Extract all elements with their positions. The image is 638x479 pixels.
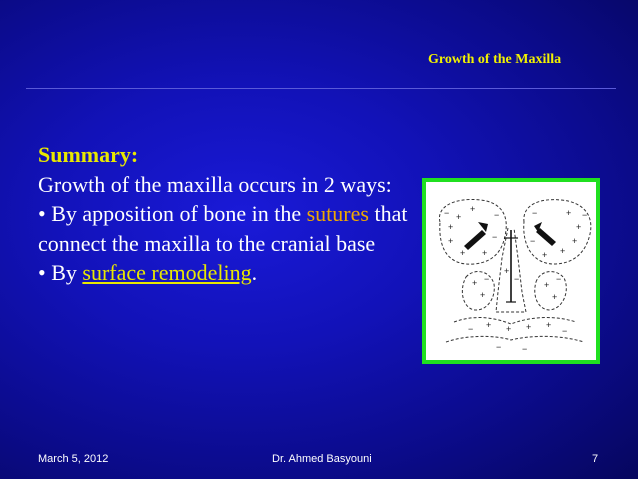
- svg-text:+: +: [542, 250, 548, 260]
- svg-text:−: −: [484, 274, 490, 284]
- svg-text:+: +: [448, 236, 454, 246]
- svg-text:−: −: [522, 344, 528, 354]
- svg-text:−: −: [496, 342, 502, 352]
- maxilla-remodeling-diagram-icon: [426, 182, 596, 360]
- svg-text:−: −: [562, 326, 568, 336]
- svg-text:+: +: [576, 222, 582, 232]
- surface-remodeling-highlight: surface remodeling: [82, 260, 252, 285]
- svg-text:+: +: [544, 280, 550, 290]
- svg-text:+: +: [552, 292, 558, 302]
- bullet-sutures: [38, 199, 408, 258]
- svg-text:−: −: [530, 236, 536, 246]
- svg-text:−: −: [532, 208, 538, 218]
- sutures-highlight: sutures: [306, 201, 369, 226]
- svg-text:+: +: [448, 222, 454, 232]
- svg-text:+: +: [572, 236, 578, 246]
- svg-text:+: +: [566, 208, 572, 218]
- footer-date: March 5, 2012: [38, 453, 109, 465]
- svg-text:−: −: [444, 208, 450, 218]
- svg-text:+: +: [472, 278, 478, 288]
- bullet-remodeling-suffix: .: [251, 260, 258, 285]
- svg-text:−: −: [582, 210, 588, 220]
- slide-body: [38, 140, 408, 288]
- intro-line: Growth of the maxilla occurs in 2 ways:: [38, 171, 392, 197]
- svg-text:+: +: [482, 248, 488, 258]
- svg-text:+: +: [560, 246, 566, 256]
- svg-text:+: +: [486, 320, 492, 330]
- svg-text:−: −: [556, 274, 562, 284]
- svg-text:+: +: [480, 290, 486, 300]
- svg-text:+: +: [506, 324, 512, 334]
- svg-text:−: −: [468, 324, 474, 334]
- bullet-remodeling-prefix: • By: [38, 260, 83, 285]
- header-divider: [26, 88, 616, 89]
- svg-text:−: −: [492, 232, 498, 242]
- svg-text:+: +: [470, 204, 476, 214]
- footer-author: Dr. Ahmed Basyouni: [272, 453, 372, 465]
- svg-text:+: +: [460, 248, 466, 258]
- bullet-sutures-prefix: • By apposition of bone in the: [38, 201, 307, 226]
- svg-text:+: +: [546, 320, 552, 330]
- bullet-sutures-suffix: that connect the maxilla to the cranial base: [38, 201, 408, 256]
- svg-text:+: +: [456, 212, 462, 222]
- svg-text:−: −: [494, 210, 500, 220]
- svg-text:−: −: [514, 274, 520, 284]
- summary-label: Summary:: [38, 142, 139, 167]
- slide-header-title: Growth of the Maxilla: [428, 52, 562, 67]
- maxilla-figure-frame: [422, 178, 600, 364]
- bullet-remodeling: [38, 258, 408, 288]
- svg-text:+: +: [526, 322, 532, 332]
- footer-page-number: 7: [592, 453, 599, 465]
- svg-text:+: +: [504, 266, 510, 276]
